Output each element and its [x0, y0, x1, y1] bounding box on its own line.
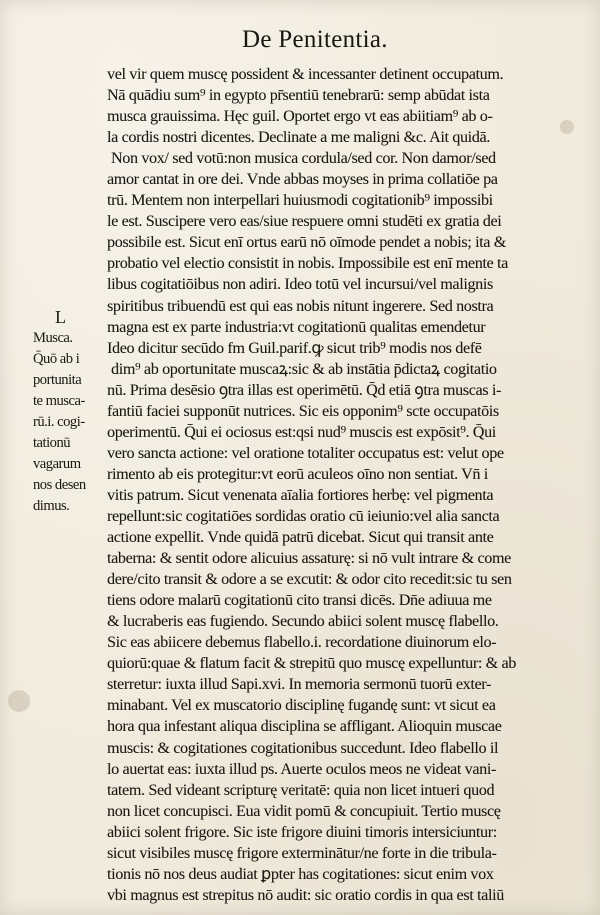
paragraph-initial: L	[55, 307, 66, 327]
text-line: possibile est. Sicut enī ortus earū nō oīmode pendet a nobis; ita &	[107, 234, 506, 252]
text-line: tionis nō nos deus audiat ꝑpter has cogitationes: sicut enim vox	[107, 865, 494, 883]
text-line: fantiū faciei supponūt nutrices. Sic eis opponim⁹ scte occupatōis	[107, 402, 499, 420]
margin-note: te musca-	[33, 393, 85, 410]
margin-note: vagarum	[33, 456, 81, 473]
margin-note: rū.i. cogi-	[33, 414, 85, 431]
text-line: taberna: & sentit odore alicuius assaturę: si nō vult intrare & come	[107, 550, 511, 568]
page-stain	[8, 690, 30, 712]
text-line: actione expellit. Vnde quidā patrū dicebat. Sicut qui transit ante	[107, 529, 494, 547]
text-line: lo auertat eas: iuxta illud ps. Auerte oculos meos ne videat vani-	[107, 760, 496, 778]
text-line: la cordis nostri dicentes. Declinate a me maligni &c. Ait quidā.	[107, 129, 490, 147]
text-line: quiorū:quae & flatum facit & strepitū quo muscę expelluntur: & ab	[107, 655, 516, 673]
margin-note: nos desen	[33, 477, 86, 494]
text-line: le est. Suscipere vero eas/siue respuere omni studēti ex gratia dei	[107, 213, 502, 231]
text-line: dere/cito transit & odore a se excutit: & odor cito recedit:sic tu sen	[107, 571, 512, 589]
main-text-column	[107, 64, 567, 906]
margin-note: portunita	[33, 372, 82, 389]
text-line: amor cantat in ore dei. Vnde abbas moyses in prima collatiōe pa	[107, 171, 498, 189]
text-line: minabant. Vel ex muscatorio disciplinę fugandę sunt: vt sicut ea	[107, 697, 496, 715]
text-line: muscis: & cogitationes cogitationibus succedunt. Ideo flabello il	[107, 739, 499, 757]
text-line: non licet concupisci. Eua vidit pomū & concupiuit. Tertio muscę	[107, 802, 501, 820]
text-line: abiici solent frigore. Sic iste frigore diuini timoris intersiciuntur:	[107, 823, 497, 841]
text-line: spiritibus tribuendū est qui eas nobis nitunt ingerere. Sed nostra	[107, 297, 494, 315]
text-line: rimento ab eis protegitur:vt eorū aculeos oīno non sentiat. Vn̄ i	[107, 465, 488, 483]
text-line: operimentū. Q̄ui ei ociosus est:qsi nud⁹ muscis est expōsit⁹. Q̄ui	[107, 423, 496, 441]
text-line: hora qua infestant aliqua disciplina se affligant. Alioquin muscae	[107, 718, 502, 736]
text-line: probatio vel electio consistit in nobis. Impossibile est enī mente ta	[107, 255, 508, 273]
text-line: Non vox/ sed votū:non musica cordula/sed cor. Non damor/sed	[111, 150, 496, 168]
margin-note	[33, 307, 109, 328]
text-line: dim⁹ ab oportunitate muscaꝝ:sic & ab instātia p̄dictaꝝ cogitatio	[111, 360, 497, 378]
text-line: Nā quādiu sum⁹ in egypto pr̄sentiū tenebrarū: semp abūdat ista	[107, 87, 490, 105]
margin-note: tationū	[33, 435, 71, 452]
margin-notes	[33, 307, 109, 517]
text-line: magna est ex parte industria:vt cogitationū qualitas emendetur	[107, 318, 486, 336]
text-line: & lucraberis eas fugiendo. Secundo abiici solent muscę flabello.	[107, 613, 499, 631]
text-line: nū. Prima desēsio ꝯtra illas est operimētū. Q̄d etiā ꝯtra muscas i-	[107, 381, 502, 399]
text-line: repellunt:sic cogitatiōes sordidas oratio cū ieiunio:vel alia sancta	[107, 507, 500, 525]
text-line: vel vir quem muscę possident & incessanter detinent occupatum.	[107, 66, 504, 83]
text-line: vbi magnus est strepitus nō audit: sic oratio cordis in qua est taliū	[107, 886, 504, 904]
text-line: vero sancta actione: vel oratione totaliter occupatus est: velut ope	[107, 444, 504, 462]
text-line: tiens odore malarū cogitationū cito transi dicēs. Dn̄e adiuua me	[107, 592, 492, 610]
text-line: Ideo dicitur secūdo fm Guil.parif.ꝙ sicut trib⁹ modis nos defē	[107, 339, 482, 357]
text-line: Sic eas abiicere debemus flabello.i. recordatione diuinorum elo-	[107, 634, 497, 652]
text-line: sterretur: iuxta illud Sapi.xvi. In memoria sermonū tuorū exter-	[107, 676, 491, 694]
text-line: trū. Mentem non interpellari huiusmodi cogitationib⁹ impossibi	[107, 192, 493, 210]
text-line: vitis patrum. Sicut venenata aīalia fortiores herbę: vel pigmenta	[107, 486, 494, 504]
margin-note: dimus.	[33, 498, 70, 515]
margin-note: Musca.	[33, 330, 73, 347]
text-line: tatem. Sed videant scripturę veritatē: quia non licet intueri quod	[107, 781, 495, 799]
text-line: libus cogitatiōibus non adiri. Ideo totū vel incursui/vel malignis	[107, 276, 493, 294]
text-line: sicut visibiles muscę frigore exterminātur/ne forte in die tribula-	[107, 844, 497, 862]
running-title: De Penitentia.	[242, 26, 388, 53]
margin-note: Q̄uō ab i	[33, 351, 80, 368]
text-line: musca grauissima. Hęc guil. Oportet ergo vt eas abiitiam⁹ ab o-	[107, 108, 493, 126]
